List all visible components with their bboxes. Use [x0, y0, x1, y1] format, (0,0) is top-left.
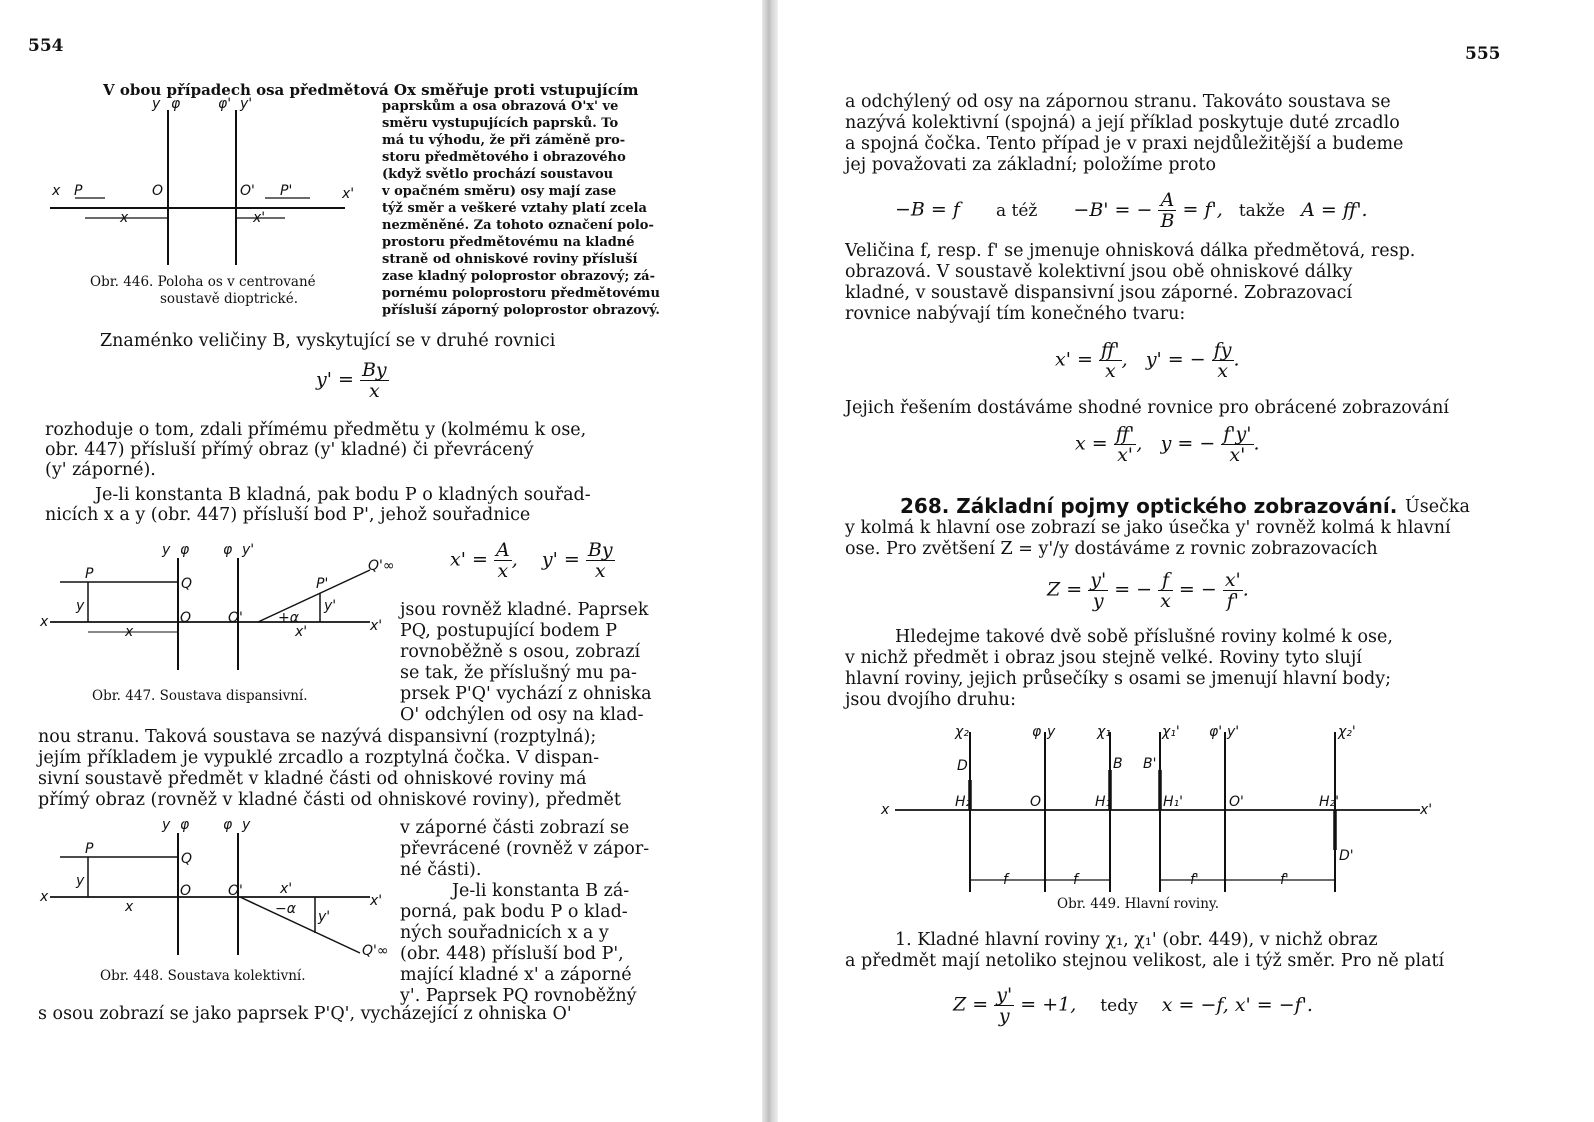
fig449-label-f-prime1: f' [1190, 872, 1199, 888]
denominator: x [594, 560, 606, 582]
text-line: (když světlo prochází soustavou [382, 167, 614, 182]
fig449-label-d: D [957, 758, 968, 774]
denominator: x [497, 560, 509, 582]
text-line: směru vystupujících paprsků. To [382, 116, 619, 131]
text-line: 1. Kladné hlavní roviny χ₁, χ₁' (obr. 449), v nichž obraz [895, 930, 1378, 950]
fig449-label-f1: f [1003, 872, 1008, 888]
text-line: rozhoduje o tom, zdali přímému předmětu y (kolmému k ose, [45, 420, 587, 440]
fraction [1158, 190, 1176, 231]
fig448-label-x-axis: x [40, 889, 49, 905]
numerator: A [495, 539, 510, 561]
fig446-label-p-prime: P' [280, 183, 293, 199]
page-number-left: 554 [28, 36, 64, 56]
fraction [586, 540, 615, 581]
text-line: PQ, postupující bodem P [400, 621, 618, 641]
text-line: týž směr a veškeré vztahy platí zcela [382, 201, 647, 216]
fig446-label-p: P [74, 183, 83, 199]
text-line: paprskům a osa obrazová O'x' ve [382, 99, 619, 114]
fig446-label-x-prime-lower: x' [253, 210, 266, 226]
fig446-label-y-prime: y' [240, 96, 253, 112]
fig447-label-q: Q [181, 576, 193, 592]
text-line: přísluší záporný poloprostor obrazový. [382, 303, 660, 318]
fig446-label-x: x [52, 183, 61, 199]
numerator: f [1158, 570, 1173, 591]
figure-447 [40, 540, 395, 685]
fig449-label-d-prime: D' [1339, 848, 1354, 864]
fraction [494, 540, 512, 581]
fig448-label-q: Q [181, 851, 193, 867]
eq-lhs: y = − [1160, 432, 1216, 455]
fig448-label-p: P [85, 841, 94, 857]
figure-449 [875, 720, 1445, 895]
fig448-label-phi: φ [180, 817, 190, 833]
eq-lhs: Z = [1047, 578, 1083, 601]
fig448-label-x-prime-axis: x' [370, 893, 383, 909]
fig449-label-x: x [881, 802, 890, 818]
fig447-label-y-small: y [76, 598, 85, 614]
eq-part: x = −f, x' = −f'. [1161, 993, 1313, 1016]
fraction [1158, 570, 1173, 611]
fig447-label-x-prime: x' [295, 624, 308, 640]
eq-lhs: y' = [316, 368, 354, 391]
equation-unit-magnification [953, 985, 1313, 1026]
text-line: né části). [400, 860, 482, 880]
text-line: a odchýlený od osy na zápornou stranu. Takováto soustava se [845, 92, 1391, 112]
fig447-label-y-prime: y' [242, 542, 255, 558]
fig446-label-phi-prime: φ' [218, 96, 232, 112]
right-page [775, 0, 1594, 1122]
denominator: f' [1226, 590, 1239, 612]
fig446-label-o-prime: O' [240, 183, 255, 199]
fig448-label-o: O [180, 883, 192, 899]
fig449-label-chi1: χ₁ [1097, 724, 1111, 740]
equation-imaging-final: x' = $\frac{ff'}{x}$ , y' = − $\frac{fy}{x}$ . [1055, 339, 1240, 382]
eq-lhs: y' = [541, 548, 580, 571]
fig447-caption: Obr. 447. Soustava dispansivní. [92, 688, 308, 704]
fig448-label-y-prime: y' [318, 909, 331, 925]
fig447-label-phi: φ [180, 542, 190, 558]
fig447-label-o: O [180, 610, 192, 626]
equation-magnification: Z = $\frac{y'}{y}$ = − $\frac{f}{x}$ = − $\frac{x'}{f'}$ . [1047, 569, 1249, 612]
fig449-label-b-prime: B' [1143, 756, 1157, 772]
fig449-label-h1-prime: H₁' [1163, 794, 1183, 810]
text-line: straně od ohniskové roviny přísluší [382, 252, 638, 267]
denominator: x [1160, 590, 1171, 612]
numerator: y' [1090, 569, 1107, 591]
fig449-label-f-prime2: f' [1280, 872, 1289, 888]
fig447-label-o-prime: O' [228, 610, 243, 626]
text-line: mající kladné x' a záporné [400, 965, 632, 985]
intro-line: V obou případech osa předmětová Ox směřuje proti vstupujícím [103, 81, 639, 99]
fraction [360, 360, 389, 401]
fig447-label-p: P [85, 566, 94, 582]
fraction [1114, 424, 1137, 465]
fig449-label-phi-prime: φ' [1209, 724, 1223, 740]
numerator: ff' [1100, 339, 1120, 361]
text-line: jejím příkladem je vypuklé zrcadlo a rozptylná čočka. V dispan- [38, 748, 600, 768]
paragraph-inverse: Jejich řešením dostáváme shodné rovnice pro obrácené zobrazování [845, 398, 1449, 418]
fig447-label-x: x [125, 624, 134, 640]
fig448-label-x: x [125, 899, 134, 915]
denominator: x' [1117, 444, 1134, 466]
figure-446 [40, 90, 370, 280]
numerator: x' [1224, 569, 1241, 591]
numerator: fy [1213, 339, 1232, 361]
denominator: y [1092, 590, 1104, 612]
fig448-label-y-2: y [242, 817, 251, 833]
numerator: f'y' [1223, 423, 1252, 445]
text-line: má tu výhodu, že při záměně pro- [382, 133, 626, 148]
text-line: Je-li konstanta B zá- [452, 881, 630, 901]
fig449-label-o-prime: O' [1229, 794, 1244, 810]
fig449-label-b: B [1113, 756, 1123, 772]
text-line: prsek P'Q' vychází z ohniska [400, 684, 652, 704]
page-number-right: 555 [1465, 44, 1501, 64]
eq-word: a též [995, 200, 1038, 221]
equation-y-prime [316, 360, 389, 401]
text-line: Je-li konstanta B kladná, pak bodu P o kladných souřad- [95, 485, 591, 505]
denominator: x [1104, 360, 1116, 382]
text-line: rovnoběžně s osou, zobrazí [400, 642, 641, 662]
fig449-caption: Obr. 449. Hlavní roviny. [1057, 896, 1220, 912]
section-heading-268: 268. Základní pojmy optického zobrazování. [900, 494, 1398, 518]
fig448-label-q-inf: Q'∞ [362, 943, 389, 959]
text-line: zase kladný poloprostor obrazový; zá- [382, 269, 655, 284]
eq-part: = f', [1182, 198, 1223, 221]
fig448-label-x-prime: x' [280, 881, 293, 897]
equation-b-focal [895, 190, 1368, 231]
fig448-label-alpha: −α [275, 901, 296, 917]
denominator: B [1160, 210, 1175, 232]
numerator: y' [996, 984, 1013, 1006]
text-line: Veličina f, resp. f' se jmenuje ohnisková dálka předmětová, resp. [845, 241, 1416, 261]
text-line: ných souřadnicích x a y [400, 923, 609, 943]
text-line: jsou rovněž kladné. Paprsek [400, 600, 649, 620]
fraction [1212, 340, 1234, 381]
left-page [0, 0, 765, 1122]
text-line: hlavní roviny, jejich průsečíky s osami se jmenují hlavní body; [845, 669, 1392, 689]
fig449-label-x-prime: x' [1420, 802, 1433, 818]
eq-part: A = ff'. [1301, 198, 1368, 221]
fig449-label-chi2: χ₂ [955, 724, 969, 740]
last-line-left: s osou zobrazí se jako paprsek P'Q', vycházející z ohniska O' [38, 1004, 572, 1024]
fig446-label-y: y [152, 96, 161, 112]
fig449-label-f2: f [1073, 872, 1078, 888]
heading-tail: Úsečka [1405, 497, 1470, 517]
eq-word: tedy [1100, 995, 1138, 1016]
eq-lhs: y' = − [1145, 348, 1206, 371]
eq-part: = +1, [1020, 993, 1077, 1016]
fig446-label-x-prime: x' [342, 186, 355, 202]
text-line: jsou dvojího druhu: [845, 690, 1017, 710]
text-line: kladné, v soustavě dispansivní jsou záporné. Zobrazovací [845, 283, 1353, 303]
text-line: nazývá kolektivní (spojná) a její příklad poskytuje duté zrcadlo [845, 113, 1400, 133]
text-line: (y' záporné). [45, 460, 156, 480]
text-line: jej považovati za základní; položíme proto [845, 155, 1217, 175]
eq-lhs: Z = [953, 993, 989, 1016]
text-line: pornému poloprostoru předmětovému [382, 286, 660, 301]
text-line: y'. Paprsek PQ rovnoběžný [400, 986, 637, 1006]
eq-word: takže [1238, 200, 1286, 221]
text-line: a předmět mají netoliko stejnou velikost, ale i týž směr. Pro ně platí [845, 951, 1445, 971]
text-line: Hledejme takové dvě sobě příslušné roviny kolmé k ose, [895, 627, 1393, 647]
text-line: nou stranu. Taková soustava se nazývá dispansivní (rozptylná); [38, 727, 597, 747]
text-line: storu předmětového i obrazového [382, 150, 626, 165]
fig446-caption-line1: Obr. 446. Poloha os v centrované [90, 274, 316, 290]
figure-448 [40, 815, 389, 975]
fraction [1221, 424, 1253, 465]
eq-lhs: x' = [1055, 348, 1093, 371]
text-line: se tak, že příslušný mu pa- [400, 663, 637, 683]
fig449-label-y-prime: y' [1227, 724, 1240, 740]
fig447-label-p-prime: P' [316, 576, 329, 592]
fig449-label-y: y [1047, 724, 1056, 740]
text-line: O' odchýlen od osy na klad- [400, 705, 644, 725]
text-line: v opačném směru) osy mají zase [382, 184, 617, 199]
fig447-label-x-prime-axis: x' [370, 618, 383, 634]
text-line: převrácené (rovněž v zápor- [400, 839, 650, 859]
fraction [1223, 570, 1243, 611]
fraction [1088, 570, 1108, 611]
numerator: A [1158, 190, 1176, 211]
denominator: y [998, 1005, 1010, 1027]
text-line: přímý obraz (rovněž v kladné části od ohniskové roviny), předmět [38, 790, 621, 810]
fig449-label-chi1-prime: χ₁' [1162, 724, 1180, 740]
fig448-caption: Obr. 448. Soustava kolektivní. [100, 968, 306, 984]
text-line: y kolmá k hlavní ose zobrazí se jako úsečka y' rovněž kolmá k hlavní [845, 518, 1451, 538]
fig447-label-x-axis: x [40, 614, 49, 630]
fig446-label-phi: φ [171, 96, 181, 112]
text-line: nicích x a y (obr. 447) přísluší bod P', jehož souřadnice [45, 505, 531, 525]
text-line: obr. 447) přísluší přímý obraz (y' kladné) či převrácený [45, 440, 534, 460]
denominator: x [1217, 360, 1228, 382]
text-line: (obr. 448) přísluší bod P', [400, 944, 624, 964]
text-line: rovnice nabývají tím konečného tvaru: [845, 304, 1186, 324]
text-line: nezměněné. Za tohoto označení polo- [382, 218, 654, 233]
fig446-label-o: O [152, 183, 164, 199]
numerator: ff' [1115, 423, 1135, 445]
denominator: x [368, 380, 380, 402]
fig447-label-y: y [162, 542, 171, 558]
paragraph-sign-of-b: Znaménko veličiny B, vyskytující se v druhé rovnici [100, 331, 556, 351]
fig447-label-phi-2: φ [223, 542, 233, 558]
fig447-label-q-inf: Q'∞ [368, 558, 395, 574]
fig449-label-chi2-prime: χ₂' [1338, 724, 1356, 740]
text-line: a spojná čočka. Tento případ je v praxi nejdůležitější a budeme [845, 134, 1404, 154]
fig447-label-y-prime-small: y' [324, 598, 337, 614]
text-line: v záporné části zobrazí se [400, 818, 630, 838]
text-line: sivní soustavě předmět v kladné části od ohniskové roviny má [38, 769, 587, 789]
text-line: ose. Pro zvětšení Z = y'/y dostáváme z rovnic zobrazovacích [845, 539, 1378, 559]
fig448-label-y: y [162, 817, 171, 833]
numerator: By [361, 359, 387, 381]
denominator: x' [1229, 444, 1246, 466]
eq-part: −B = f [895, 198, 960, 221]
fig449-label-phi: φ [1032, 724, 1042, 740]
fig449-label-h2: H₂ [955, 794, 972, 810]
fig448-label-y-small: y [76, 873, 85, 889]
fraction [1099, 340, 1122, 381]
eq-part: −B' = − [1073, 198, 1153, 221]
fig448-label-o-prime: O' [228, 883, 243, 899]
text-line: porná, pak bodu P o klad- [400, 902, 628, 922]
text-line: v nichž předmět i obraz jsou stejně velké. Roviny tyto slují [845, 648, 1362, 668]
fig447-label-alpha: +α [278, 610, 299, 626]
fig449-label-h2-prime: H₂' [1319, 794, 1339, 810]
fig448-label-phi-2: φ [223, 817, 233, 833]
fig449-label-o: O [1030, 794, 1042, 810]
fraction [994, 985, 1014, 1026]
text-line: obrazová. V soustavě kolektivní jsou obě ohniskové dálky [845, 262, 1353, 282]
eq-lhs: x' = [450, 548, 488, 571]
text-line: prostoru předmětovému na kladné [382, 235, 635, 250]
numerator: By [587, 539, 613, 561]
eq-lhs: x = [1075, 432, 1108, 455]
equation-coordinates: x' = $\frac{A}{x}$ , y' = $\frac{By}{x}$ [450, 539, 613, 582]
fig446-label-x-lower: x [120, 210, 129, 226]
equation-inverse: x = $\frac{ff'}{x'}$ , y = − $\frac{f'y'}{x'}$ . [1075, 423, 1260, 466]
fig449-label-h1: H₁ [1095, 794, 1112, 810]
fig446-caption-line2: soustavě dioptrické. [160, 291, 299, 307]
